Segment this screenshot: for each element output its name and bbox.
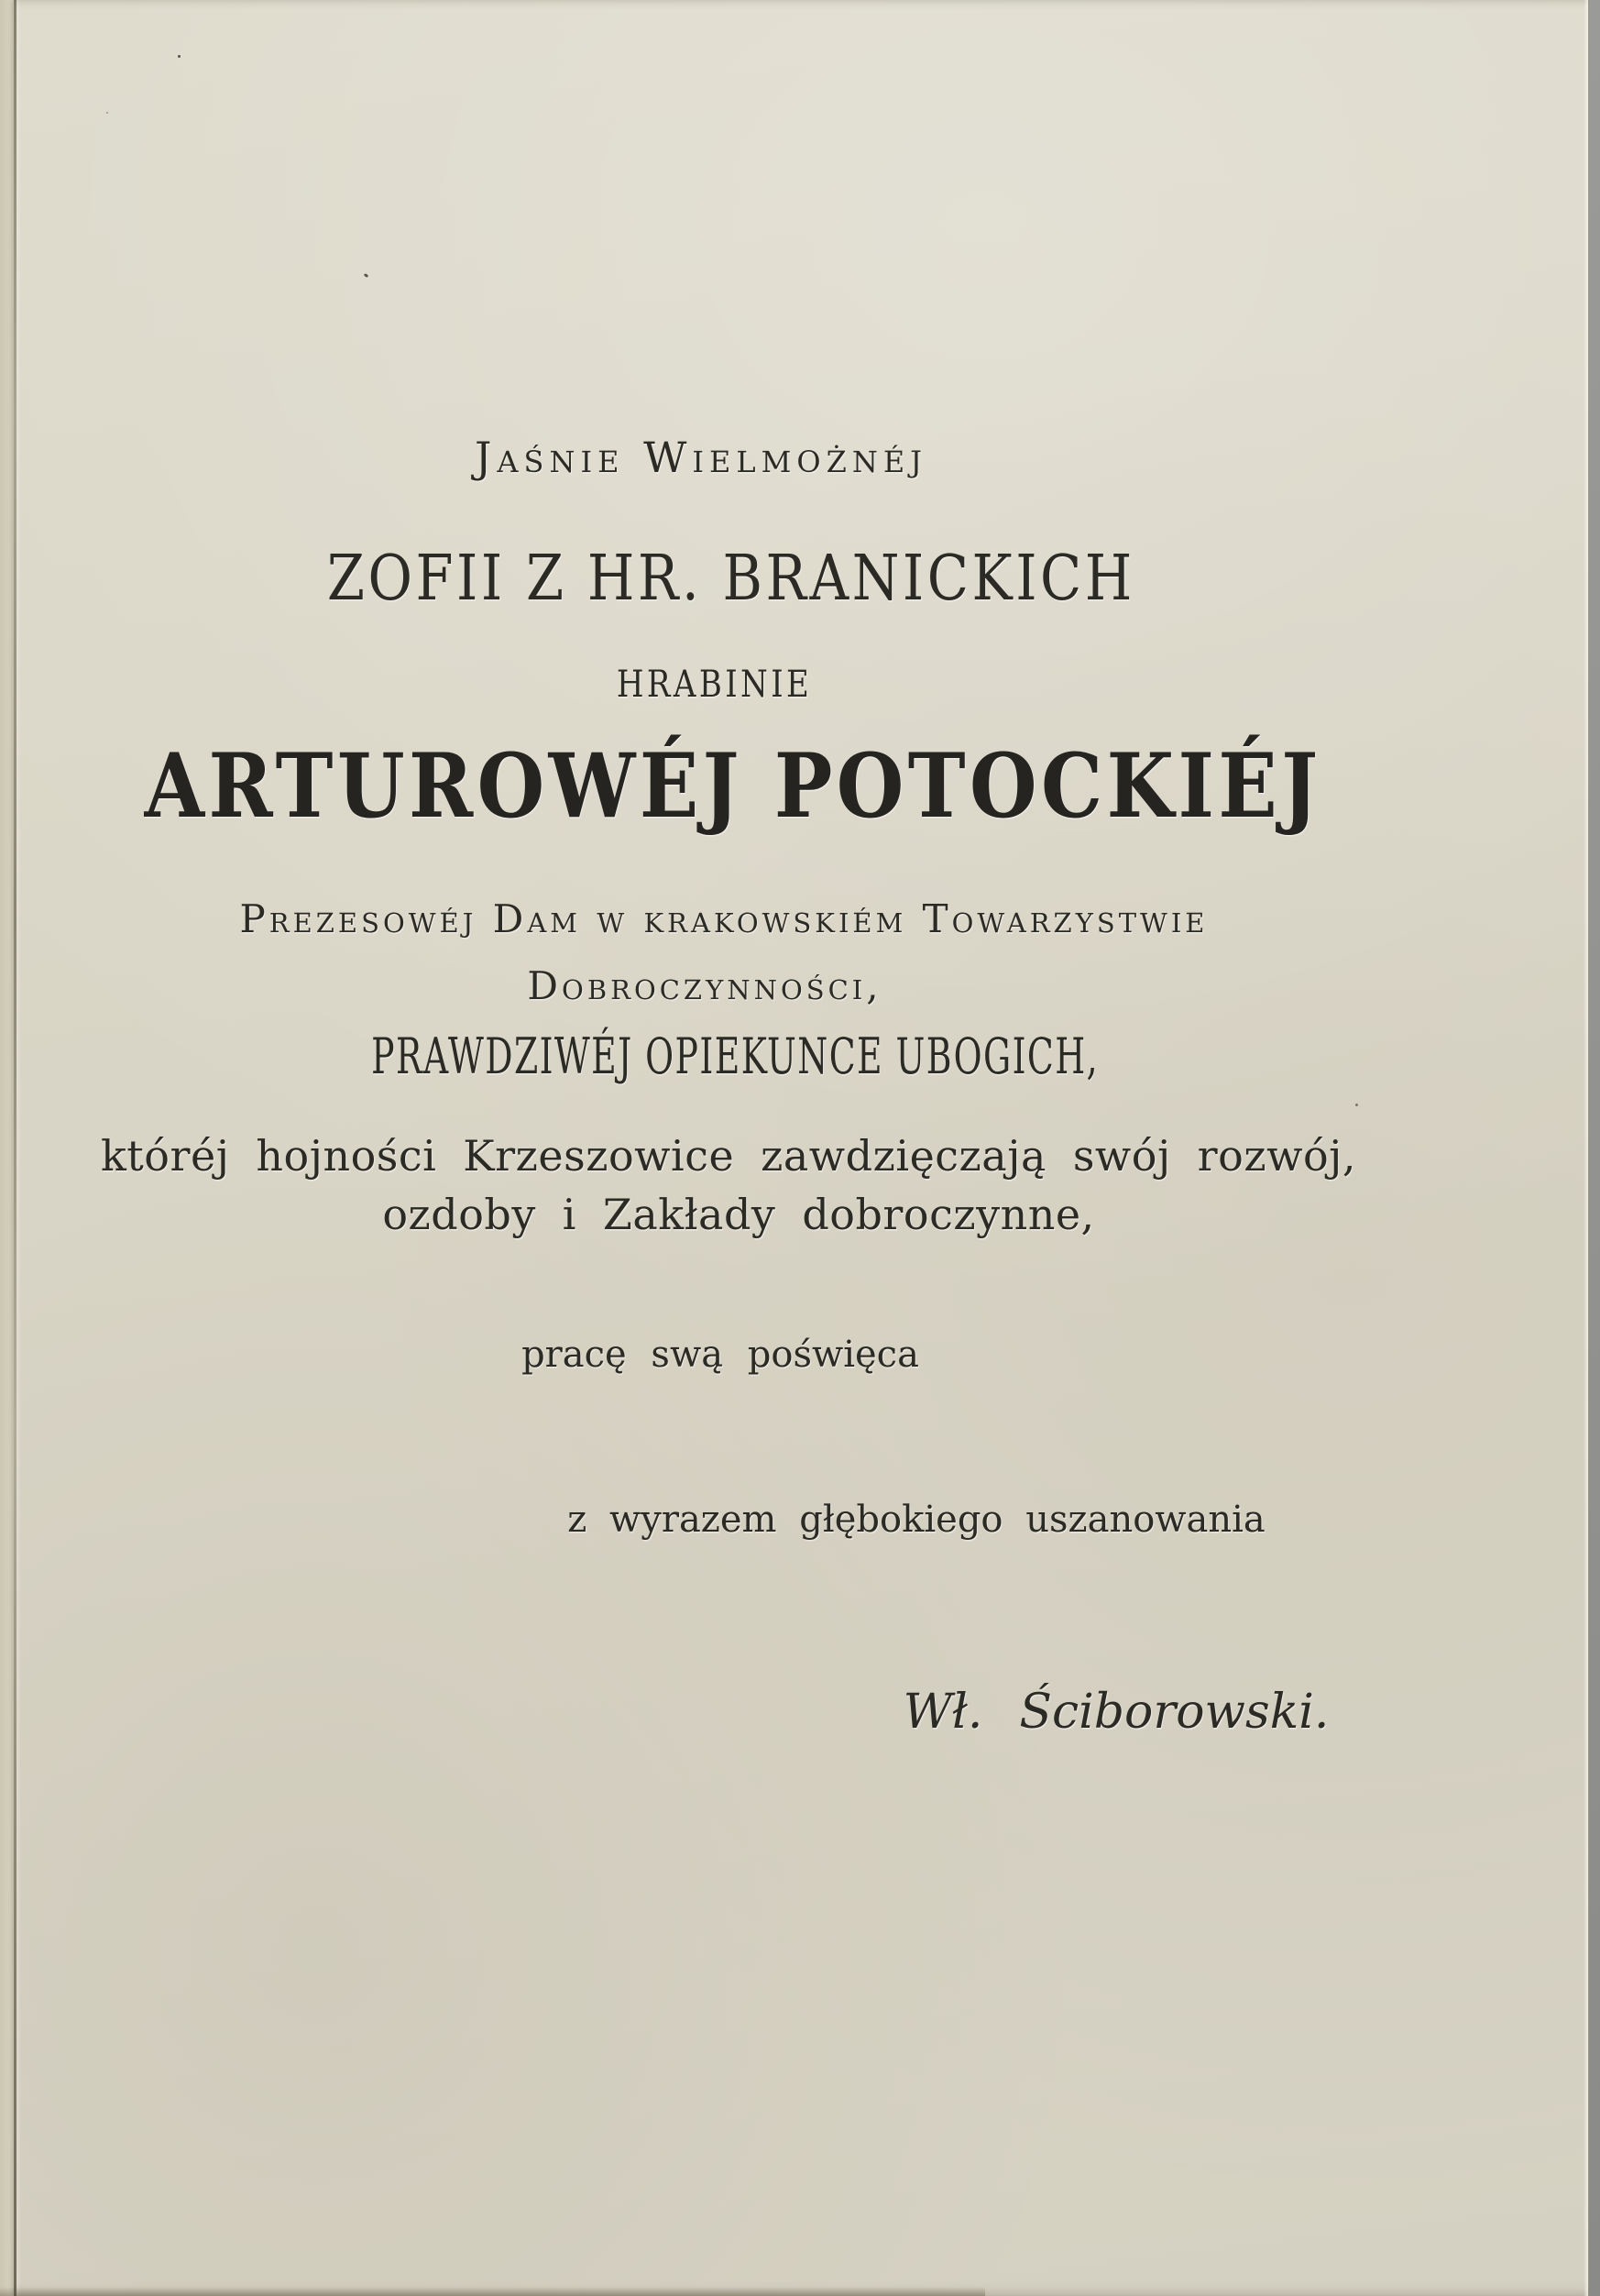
dedication-role-line-1	[0, 896, 1448, 941]
dedication-epithet	[0, 1027, 1470, 1085]
dedication-role-line-2-text: Dobroczynności,	[527, 963, 882, 1008]
dedication-offering-text: pracę swą poświęca	[521, 1334, 919, 1376]
page-left-crease	[14, 0, 16, 2296]
dedication-offering	[0, 1334, 1441, 1376]
dedication-honorific	[0, 433, 1402, 482]
dedication-tribute-line-1-text: któréj hojności Krzeszowice zawdzięczają swój rozwój,	[100, 1131, 1357, 1181]
dedication-tribute-line-1	[0, 1131, 1457, 1181]
dedication-epithet-text: PRAWDZIWÉJ OPIEKUNCE UBOGICH,	[371, 1027, 1099, 1085]
dedication-tribute-line-2	[0, 1190, 1477, 1239]
dedication-closing-text: z wyrazem głębokiego uszanowania	[567, 1499, 1266, 1541]
paper-speck	[364, 273, 369, 278]
dedication-recipient-name	[0, 543, 1463, 615]
paper-speck	[106, 112, 108, 114]
paper-speck	[178, 55, 181, 58]
dedication-recipient-title-text: HRABINIE	[617, 664, 813, 706]
dedication-recipient-name-text: ZOFII Z HR. BRANICKICH	[327, 543, 1135, 615]
dedication-signature-text: Wł. Ściborowski.	[903, 1685, 1330, 1740]
dedication-tribute-line-2-text: ozdoby i Zakłady dobroczynne,	[382, 1190, 1095, 1239]
paper-speck	[1355, 1104, 1358, 1106]
dedication-closing	[233, 1499, 1600, 1541]
dedication-role-line-2	[0, 963, 1409, 1008]
dedication-display-name-text: ARTUROWÉJ POTOCKIÉJ	[144, 734, 1322, 838]
dedication-recipient-title	[0, 664, 1430, 706]
page-bottom-shadow	[0, 2287, 985, 2296]
dedication-signature	[550, 1685, 1600, 1740]
dedication-role-line-1-text: Prezesowéj Dam w krakowskiém Towarzystwie	[239, 896, 1209, 941]
page-left-under-edge	[0, 0, 14, 2296]
dedication-honorific-text: Jaśnie Wielmożnéj	[474, 433, 928, 482]
dedication-display-name	[0, 734, 1466, 838]
